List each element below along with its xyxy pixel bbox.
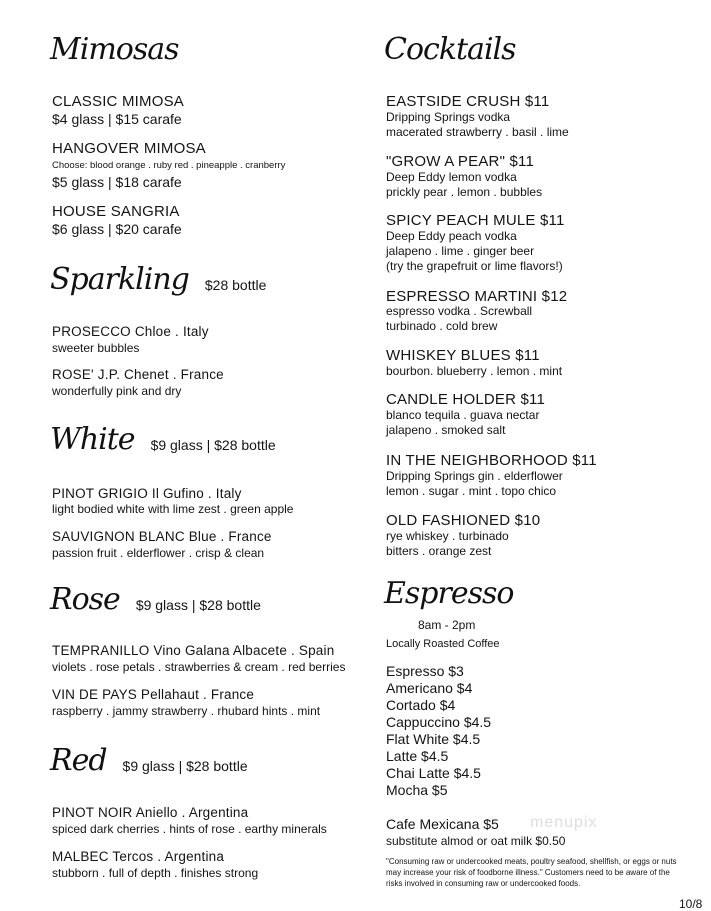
coffee-item: Americano $4	[386, 680, 473, 696]
item-name: PINOT GRIGIO Il Gufino . Italy	[52, 486, 242, 501]
item-desc: Deep Eddy lemon vodka	[386, 170, 517, 184]
item-desc: macerated strawberry . basil . lime	[386, 125, 569, 139]
coffee-item: Espresso $3	[386, 663, 464, 679]
white-heading: White	[50, 422, 135, 457]
cocktails-heading: Cocktails	[384, 32, 516, 67]
item-price: $4 glass | $15 carafe	[52, 111, 182, 127]
item-name: "GROW A PEAR" $11	[386, 153, 534, 170]
espresso-subtitle: Locally Roasted Coffee	[386, 638, 500, 650]
item-desc: (try the grapefruit or lime flavors!)	[386, 259, 563, 273]
item-price: $5 glass | $18 carafe	[52, 174, 182, 190]
item-desc: espresso vodka . Screwball	[386, 304, 533, 318]
espresso-hours: 8am - 2pm	[418, 618, 476, 632]
coffee-item: Flat White $4.5	[386, 731, 481, 747]
item-price: $6 glass | $20 carafe	[52, 221, 182, 237]
section-price: $9 glass | $28 bottle	[150, 437, 276, 453]
coffee-item: Chai Latte $4.5	[386, 765, 481, 781]
sparkling-header	[50, 262, 266, 297]
item-desc: bourbon. blueberry . lemon . mint	[386, 364, 563, 378]
item-desc: wonderfully pink and dry	[52, 384, 182, 398]
item-name: HANGOVER MIMOSA	[52, 140, 206, 157]
watermark: menupix	[530, 814, 598, 831]
item-desc: passion fruit . elderflower . crisp & clean	[52, 546, 265, 560]
section-price: $9 glass | $28 bottle	[135, 597, 261, 613]
item-desc: lemon . sugar . mint . topo chico	[386, 484, 557, 498]
item-name: EASTSIDE CRUSH $11	[386, 93, 550, 110]
item-name: OLD FASHIONED $10	[386, 512, 541, 529]
item-name: PINOT NOIR Aniello . Argentina	[52, 805, 249, 820]
item-desc: spiced dark cherries . hints of rose . earthy minerals	[52, 822, 327, 836]
item-name: CANDLE HOLDER $11	[386, 391, 546, 408]
item-desc: bitters . orange zest	[386, 544, 492, 558]
item-desc: jalapeno . smoked salt	[386, 423, 506, 437]
item-name: MALBEC Tercos . Argentina	[52, 849, 225, 864]
item-desc: Dripping Springs vodka	[386, 110, 511, 124]
item-name: ESPRESSO MARTINI $12	[386, 288, 568, 305]
item-name: SPICY PEACH MULE $11	[386, 212, 565, 229]
item-name: WHISKEY BLUES $11	[386, 347, 540, 364]
item-desc: Dripping Springs gin . elderflower	[386, 469, 563, 483]
page-date: 10/8	[679, 897, 703, 911]
sparkling-heading: Sparkling	[50, 262, 189, 297]
white-header	[50, 422, 276, 457]
item-desc: violets . rose petals . strawberries & cream . red berries	[52, 660, 346, 674]
item-name: CLASSIC MIMOSA	[52, 93, 184, 110]
item-name: VIN DE PAYS Pellahaut . France	[52, 687, 255, 702]
item-note: Choose: blood orange . ruby red . pineapple . cranberry	[52, 160, 286, 171]
item-desc: prickly pear . lemon . bubbles	[386, 185, 543, 199]
food-safety-footnote: "Consuming raw or undercooked meats, poultry seafood, shellfish, or eggs or nuts may increase your risk of foodborne illness." Customers need to be aware of the risks involved in consuming raw or undercooked foods.	[386, 857, 677, 888]
red-header	[50, 743, 248, 778]
coffee-item: Cortado $4	[386, 697, 456, 713]
rose-header	[50, 582, 261, 617]
item-desc: jalapeno . lime . ginger beer	[386, 244, 535, 258]
item-desc: raspberry . jammy strawberry . rhubard hints . mint	[52, 704, 321, 718]
coffee-item: Latte $4.5	[386, 748, 449, 764]
item-desc: light bodied white with lime zest . green apple	[52, 502, 294, 516]
coffee-item: Mocha $5	[386, 782, 448, 798]
milk-substitute: substitute almod or oat milk $0.50	[386, 834, 566, 848]
item-desc: turbinado . cold brew	[386, 319, 498, 333]
espresso-heading: Espresso	[384, 576, 514, 611]
mimosas-heading: Mimosas	[50, 32, 179, 67]
section-price: $28 bottle	[204, 277, 267, 293]
section-price: $9 glass | $28 bottle	[122, 758, 248, 774]
rose-heading: Rose	[50, 582, 120, 617]
item-desc: stubborn . full of depth . finishes strong	[52, 866, 259, 880]
item-desc: blanco tequila . guava nectar	[386, 408, 540, 422]
item-desc: Deep Eddy peach vodka	[386, 229, 517, 243]
red-heading: Red	[50, 743, 107, 778]
coffee-item: Cappuccino $4.5	[386, 714, 492, 730]
item-name: SAUVIGNON BLANC Blue . France	[52, 529, 272, 544]
item-name: TEMPRANILLO Vino Galana Albacete . Spain	[52, 643, 335, 658]
coffee-item: Cafe Mexicana $5	[386, 816, 499, 832]
item-name: PROSECCO Chloe . Italy	[52, 324, 209, 339]
item-name: IN THE NEIGHBORHOOD $11	[386, 452, 597, 469]
item-desc: rye whiskey . turbinado	[386, 529, 509, 543]
item-desc: sweeter bubbles	[52, 341, 140, 355]
item-name: ROSE' J.P. Chenet . France	[52, 367, 224, 382]
item-name: HOUSE SANGRIA	[52, 203, 180, 220]
